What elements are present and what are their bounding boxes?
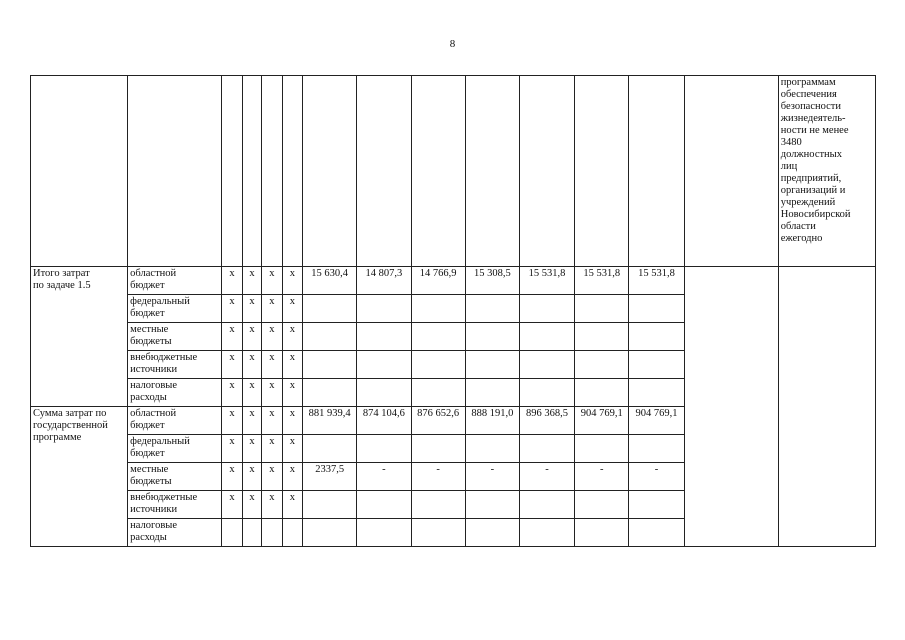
- value-cell: [519, 351, 574, 379]
- x-mark-cell: х: [242, 491, 261, 519]
- funding-source-cell: [128, 379, 222, 407]
- value-cell: [465, 435, 519, 463]
- value-cell: 904 769,1: [629, 407, 684, 435]
- value-cell: -: [629, 463, 684, 491]
- funding-source: местные бюджеты: [130, 464, 172, 487]
- funding-source: федеральный бюджет: [130, 436, 190, 459]
- funding-source-cell: [128, 267, 222, 295]
- value-cell: [357, 295, 411, 323]
- x-mark-cell: х: [222, 491, 242, 519]
- x-mark-cell: х: [262, 295, 282, 323]
- x-mark-cell: х: [262, 323, 282, 351]
- x-mark-cell: х: [242, 267, 261, 295]
- x-mark-cell: х: [222, 351, 242, 379]
- funding-source: налоговые расходы: [130, 380, 178, 403]
- x-mark-cell: х: [222, 407, 242, 435]
- expenses-table: [30, 75, 876, 547]
- value-cell: [519, 323, 574, 351]
- x-mark-cell: х: [262, 407, 282, 435]
- funding-source: областной бюджет: [130, 268, 177, 291]
- value-cell: [575, 295, 629, 323]
- value-cell: [629, 295, 684, 323]
- value-cell: 14 766,9: [411, 267, 465, 295]
- notes-cell: [778, 76, 875, 267]
- x-mark-cell: [242, 519, 261, 547]
- value-cell: 888 191,0: [465, 407, 519, 435]
- value-cell: 881 939,4: [303, 407, 357, 435]
- value-cell: [465, 323, 519, 351]
- x-mark-cell: х: [222, 267, 242, 295]
- x-mark-cell: [282, 519, 302, 547]
- funding-source: федеральный бюджет: [130, 296, 190, 319]
- x-mark-cell: х: [282, 267, 302, 295]
- value-cell: [629, 379, 684, 407]
- value-cell: 14 807,3: [357, 267, 411, 295]
- value-cell: [629, 435, 684, 463]
- x-mark-cell: х: [222, 323, 242, 351]
- funding-source-cell: [128, 323, 222, 351]
- value-cell: [411, 351, 465, 379]
- value-cell: -: [357, 463, 411, 491]
- x-mark-cell: х: [262, 435, 282, 463]
- value-cell: [465, 379, 519, 407]
- value-cell: [303, 491, 357, 519]
- value-cell: -: [575, 463, 629, 491]
- x-mark-cell: х: [222, 435, 242, 463]
- value-cell: 15 531,8: [575, 267, 629, 295]
- x-mark-cell: х: [222, 379, 242, 407]
- value-cell: [411, 519, 465, 547]
- empty-cell-a: [684, 267, 778, 547]
- value-cell: [575, 351, 629, 379]
- x-mark-cell: х: [242, 379, 261, 407]
- x-mark-cell: х: [282, 407, 302, 435]
- value-cell: [465, 295, 519, 323]
- value-cell: [519, 435, 574, 463]
- value-cell: [411, 379, 465, 407]
- value-cell: [629, 351, 684, 379]
- value-cell: [303, 435, 357, 463]
- value-cell: [465, 519, 519, 547]
- x-mark-cell: х: [242, 351, 261, 379]
- funding-source: внебюджетные источники: [130, 352, 198, 375]
- section-label: Итого затрат по задаче 1.5: [33, 268, 91, 291]
- value-cell: [357, 323, 411, 351]
- value-cell: [357, 379, 411, 407]
- funding-source-cell: [128, 435, 222, 463]
- value-cell: 15 531,8: [629, 267, 684, 295]
- x-mark-cell: х: [282, 379, 302, 407]
- value-cell: [465, 491, 519, 519]
- x-mark-cell: х: [222, 295, 242, 323]
- funding-source: местные бюджеты: [130, 324, 172, 347]
- value-cell: [303, 295, 357, 323]
- value-cell: [411, 295, 465, 323]
- value-cell: [357, 351, 411, 379]
- value-cell: [519, 491, 574, 519]
- x-mark-cell: х: [242, 435, 261, 463]
- x-mark-cell: х: [222, 463, 242, 491]
- x-mark-cell: х: [282, 351, 302, 379]
- value-cell: [629, 519, 684, 547]
- section-label: Сумма затрат по государственной программе: [33, 408, 108, 443]
- value-cell: [303, 519, 357, 547]
- funding-source-cell: [128, 463, 222, 491]
- table-row: [31, 76, 876, 267]
- x-mark-cell: х: [282, 435, 302, 463]
- value-cell: [411, 435, 465, 463]
- x-mark-cell: х: [242, 463, 261, 491]
- empty-cell-b: [778, 267, 875, 547]
- value-cell: 2337,5: [303, 463, 357, 491]
- funding-source: налоговые расходы: [130, 520, 178, 543]
- section-label-cell: [31, 267, 128, 407]
- value-cell: [357, 435, 411, 463]
- value-cell: [575, 435, 629, 463]
- value-cell: [411, 491, 465, 519]
- value-cell: [357, 491, 411, 519]
- value-cell: [629, 491, 684, 519]
- funding-source-cell: [128, 491, 222, 519]
- value-cell: [575, 519, 629, 547]
- x-mark-cell: х: [262, 491, 282, 519]
- value-cell: [519, 519, 574, 547]
- x-mark-cell: х: [242, 295, 261, 323]
- value-cell: 896 368,5: [519, 407, 574, 435]
- value-cell: [357, 519, 411, 547]
- value-cell: -: [519, 463, 574, 491]
- value-cell: 15 630,4: [303, 267, 357, 295]
- funding-source: внебюджетные источники: [130, 492, 198, 515]
- x-mark-cell: х: [282, 463, 302, 491]
- x-mark-cell: х: [262, 463, 282, 491]
- x-mark-cell: х: [262, 351, 282, 379]
- page-number: 8: [449, 38, 456, 50]
- value-cell: [465, 351, 519, 379]
- table-row: [31, 267, 876, 295]
- notes-text: программам обеспечения безопасности жизнедеятель- ности не менее 3480 должностных лиц предприятий, организаций и учреждений Новосибирской области ежегодно: [780, 77, 851, 244]
- value-cell: [575, 491, 629, 519]
- value-cell: 15 308,5: [465, 267, 519, 295]
- x-mark-cell: х: [282, 491, 302, 519]
- funding-source: областной бюджет: [130, 408, 177, 431]
- x-mark-cell: х: [242, 407, 261, 435]
- value-cell: -: [411, 463, 465, 491]
- value-cell: [575, 323, 629, 351]
- x-mark-cell: х: [282, 295, 302, 323]
- value-cell: [519, 379, 574, 407]
- value-cell: 876 652,6: [411, 407, 465, 435]
- funding-source-cell: [128, 351, 222, 379]
- x-mark-cell: [262, 519, 282, 547]
- value-cell: [303, 379, 357, 407]
- x-mark-cell: х: [262, 267, 282, 295]
- value-cell: [519, 295, 574, 323]
- section-label-cell: [31, 407, 128, 547]
- value-cell: [629, 323, 684, 351]
- value-cell: [303, 351, 357, 379]
- value-cell: [411, 323, 465, 351]
- x-mark-cell: х: [262, 379, 282, 407]
- value-cell: 15 531,8: [519, 267, 574, 295]
- value-cell: 874 104,6: [357, 407, 411, 435]
- x-mark-cell: х: [282, 323, 302, 351]
- value-cell: 904 769,1: [575, 407, 629, 435]
- funding-source-cell: [128, 519, 222, 547]
- funding-source-cell: [128, 295, 222, 323]
- funding-source-cell: [128, 407, 222, 435]
- value-cell: [575, 379, 629, 407]
- x-mark-cell: х: [242, 323, 261, 351]
- value-cell: [303, 323, 357, 351]
- value-cell: -: [465, 463, 519, 491]
- x-mark-cell: [222, 519, 242, 547]
